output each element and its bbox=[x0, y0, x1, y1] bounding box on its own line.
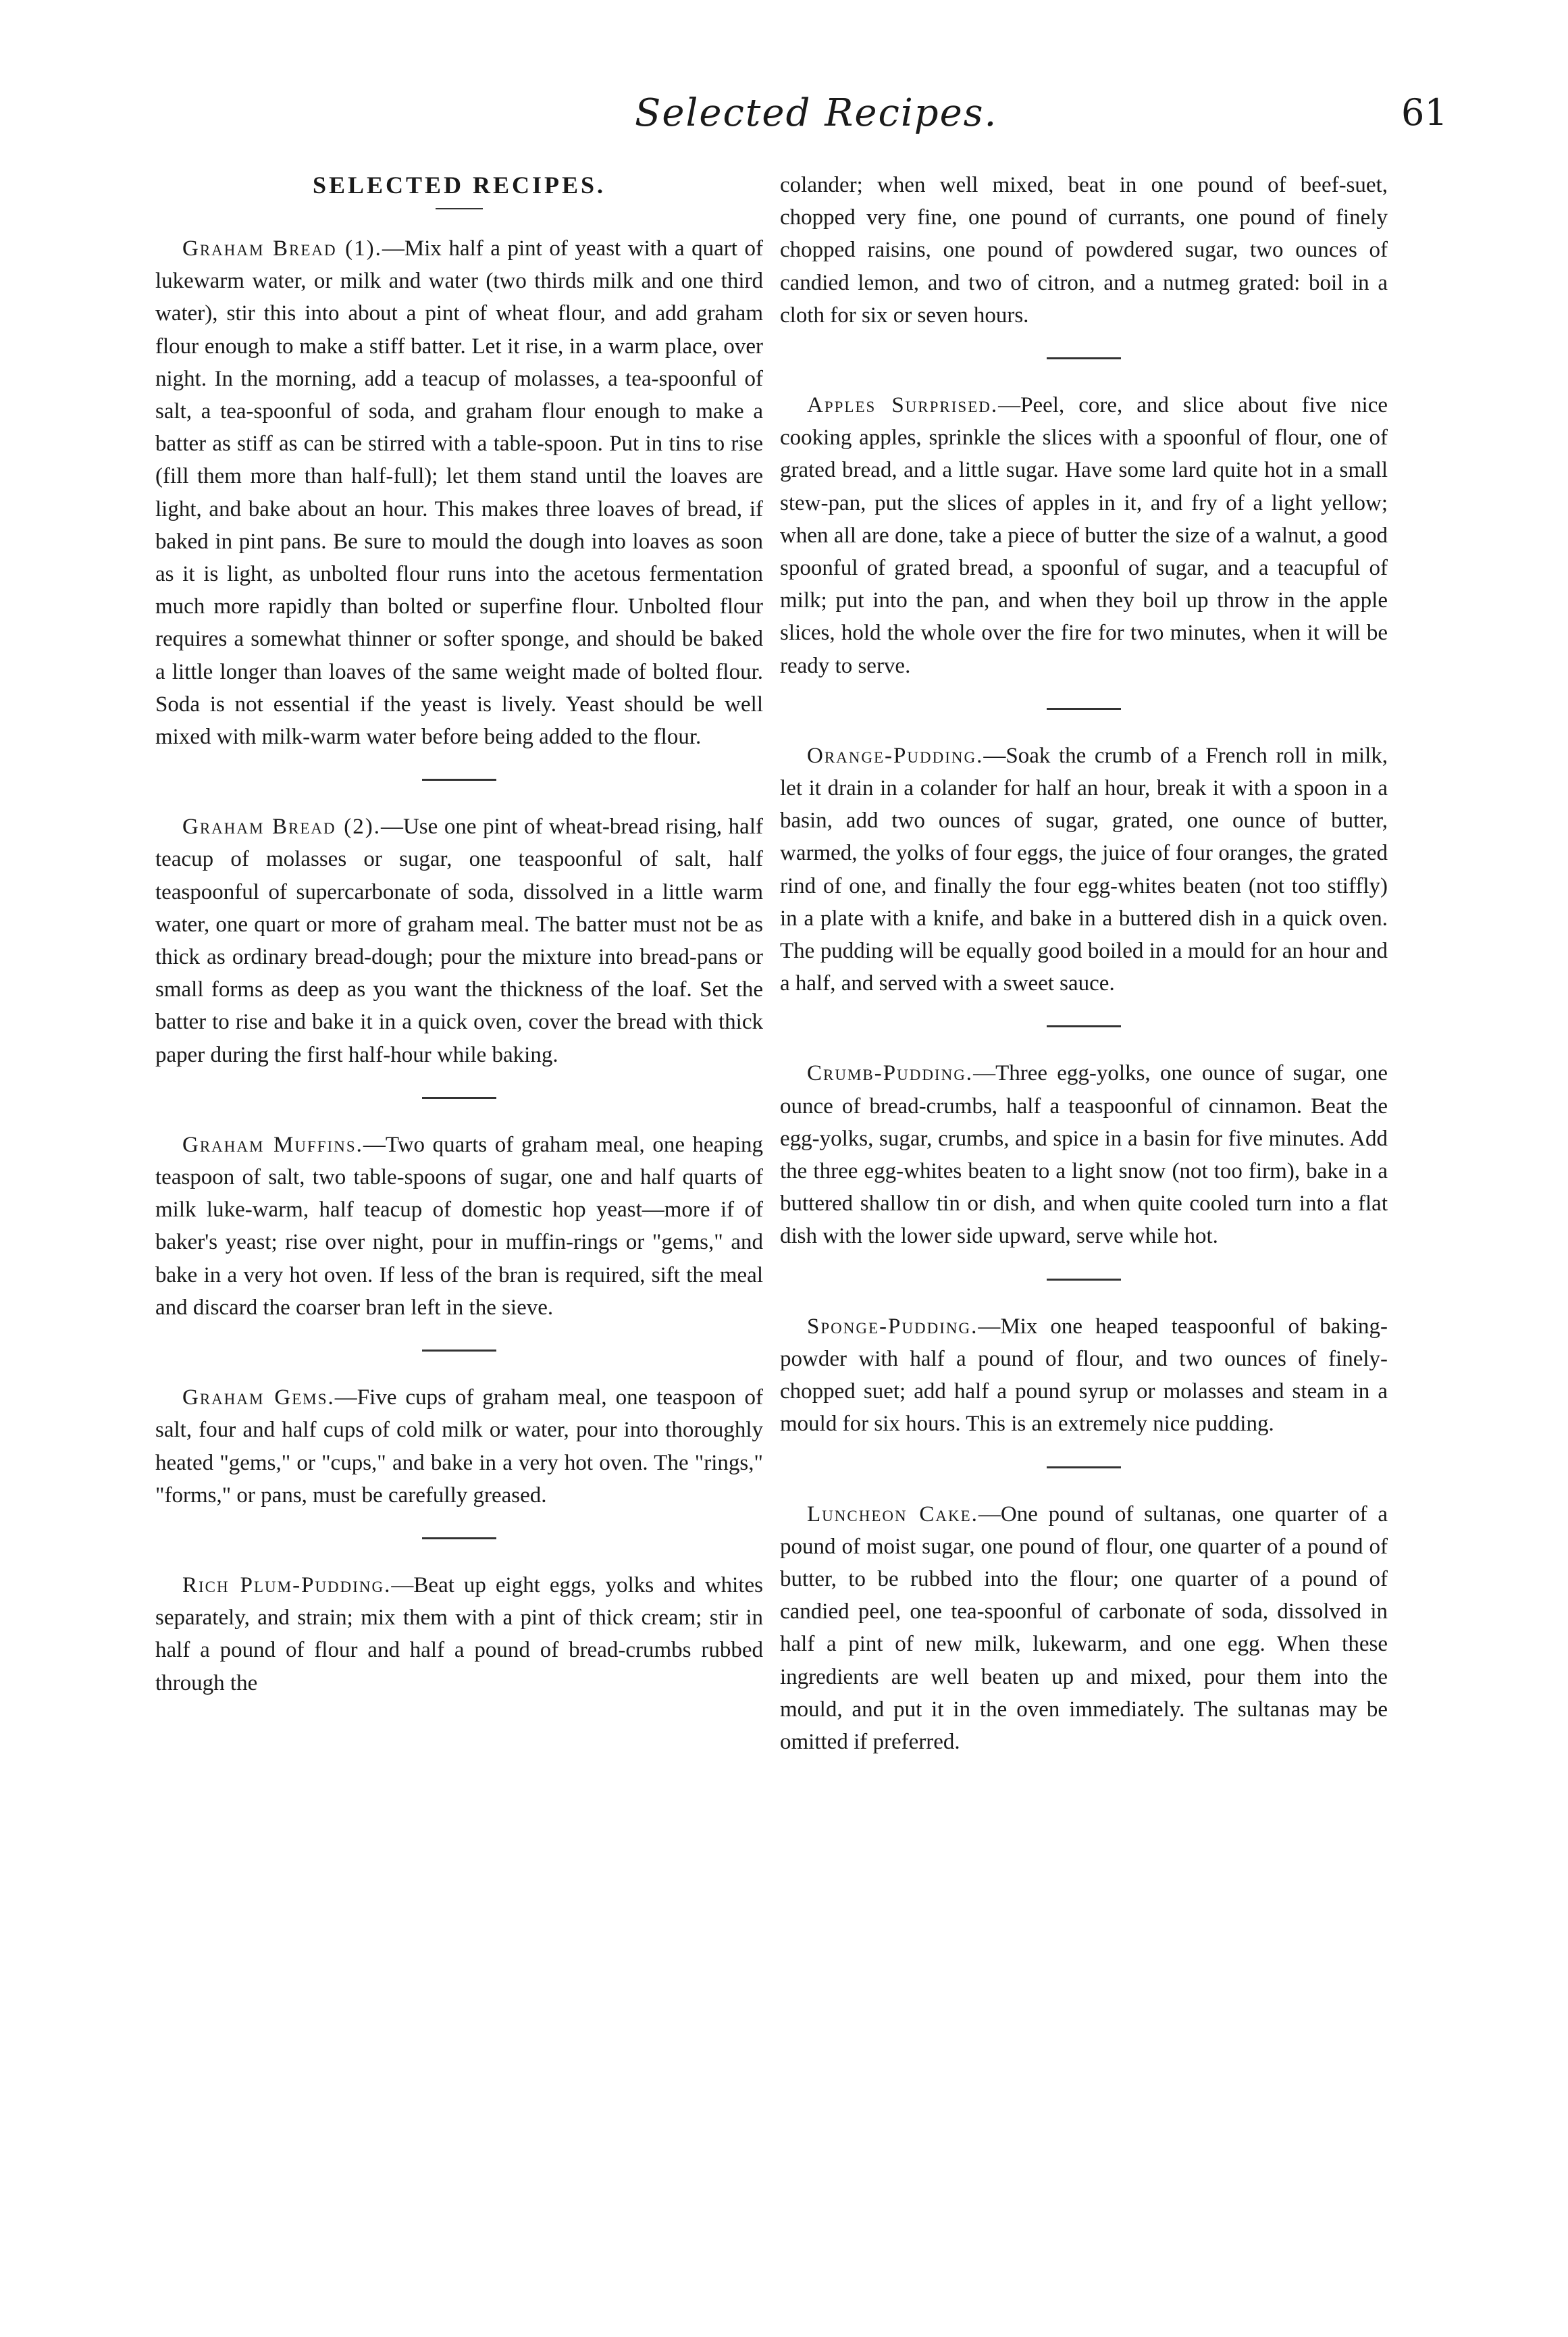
recipe-text: —Three egg-yolks, one ounce of sugar, one ounce of bread-crumbs, half a teaspoonful of cinnamon. Beat the egg-yolks, sugar, crumbs, and spice in a basin for five minutes. Add the three egg-whites beaten to a light snow (not too firm), bake in a buttered shallow tin or dish, and when quite cooled turn into a flat dish with the lower side upward, serve while hot. bbox=[780, 1061, 1388, 1249]
recipe-name: Rich Plum-Pudding. bbox=[182, 1572, 392, 1597]
divider bbox=[422, 779, 496, 781]
running-title: Selected Recipes. bbox=[635, 91, 998, 135]
recipe-paragraph bbox=[780, 1310, 1388, 1441]
recipe-paragraph bbox=[780, 389, 1388, 682]
recipe-name: Graham Bread (1). bbox=[182, 236, 382, 261]
recipe-text: —Use one pint of wheat-bread rising, half teacup of molasses or sugar, one teaspoonful of salt, half teaspoonful of supercarbonate of soda, dissolved in a little warm water, one quart or more of graham meal. The batter must not be as thick as ordinary bread-dough; pour the mixture into bread-pans or small forms as deep as you want the thickness of the loaf. Set the batter to rise and bake it in a quick oven, cover the bread with thick paper during the first half-hour while baking. bbox=[155, 815, 763, 1067]
recipe-crumb-pudding bbox=[780, 1057, 1388, 1252]
recipe-name: Orange-Pudding. bbox=[807, 743, 984, 768]
recipe-luncheon-cake bbox=[780, 1498, 1388, 1759]
recipe-name: Crumb-Pudding. bbox=[807, 1061, 974, 1086]
recipe-name: Apples Surprised. bbox=[807, 393, 999, 418]
recipe-text: —Mix half a pint of yeast with a quart of lukewarm water, or milk and water (two thirds milk and one third water), stir this into about a pint of wheat flour, and add graham flour enough to make a stiff batter. Let it rise, in a warm place, over night. In the morning, add a teacup of molasses, a tea-spoonful of salt, a tea-spoonful of soda, and graham flour enough to make a batter as stiff as can be stirred with a table-spoon. Put in tins to rise (fill them more than half-full); let them stand until the loaves are light, and bake about an hour. This makes three loaves of bread, if baked in pint pans. Be sure to mould the dough into loaves as soon as it is light, as unbolted flour runs into the acetous fermentation much more rapidly than bolted or superfine flour. Unbolted flour requires a somewhat thinner or softer sponge, and should be baked a little longer than loaves of the same weight made of bolted flour. Soda is not essential if the yeast is lively. Yeast should be well mixed with milk-warm water before being added to the flour. bbox=[155, 236, 763, 750]
recipe-paragraph bbox=[155, 1129, 763, 1324]
recipe-plum-pudding-continued bbox=[780, 169, 1388, 332]
recipe-rich-plum-pudding bbox=[155, 1569, 763, 1699]
recipe-graham-gems bbox=[155, 1381, 763, 1512]
recipe-text: colander; when well mixed, beat in one pound of beef-suet, chopped very fine, one pound of currants, one pound of finely chopped raisins, one pound of powdered sugar, two ounces of candied lemon, and two of citron, and a nutmeg grated: boil in a cloth for six or seven hours. bbox=[780, 173, 1388, 328]
recipe-name: Graham Bread (2). bbox=[182, 815, 381, 840]
divider bbox=[422, 1537, 496, 1539]
divider bbox=[1047, 357, 1121, 359]
recipe-name: Graham Gems. bbox=[182, 1385, 335, 1410]
recipe-name: Sponge-Pudding. bbox=[807, 1314, 978, 1339]
section-title: SELECTED RECIPES. bbox=[312, 172, 606, 199]
recipe-name: Luncheon Cake. bbox=[807, 1501, 978, 1526]
divider bbox=[1047, 1025, 1121, 1027]
recipe-orange-pudding bbox=[780, 740, 1388, 1000]
right-column bbox=[780, 169, 1388, 1758]
recipe-paragraph bbox=[155, 1569, 763, 1699]
recipe-graham-bread-1 bbox=[155, 232, 763, 753]
recipe-text: —Mix one heaped teaspoonful of baking-powder with half a pound of flour, and two ounces of finely-chopped suet; add half a pound syrup or molasses and steam in a mould for six hours. This is an extremely nice pudding. bbox=[780, 1314, 1388, 1437]
recipe-graham-bread-2 bbox=[155, 811, 763, 1071]
divider bbox=[1047, 1466, 1121, 1468]
recipe-graham-muffins bbox=[155, 1129, 763, 1324]
recipe-apples-surprised bbox=[780, 389, 1388, 682]
recipe-paragraph bbox=[780, 1498, 1388, 1759]
recipe-text: —Beat up eight eggs, yolks and whites separately, and strain; mix them with a pint of thick cream; stir in half a pound of flour and half a pound of bread-crumbs rubbed through the bbox=[155, 1572, 763, 1695]
recipe-text: —Two quarts of graham meal, one heaping teaspoon of salt, two table-spoons of sugar, one and half quarts of milk luke-warm, half teacup of domestic hop yeast—more if of baker's yeast; rise over night, pour in muffin-rings or "gems," and bake in a very hot oven. If less of the bran is required, sift the meal and discard the coarser bran left in the sieve. bbox=[155, 1132, 763, 1320]
recipe-text: —Five cups of graham meal, one teaspoon of salt, four and half cups of cold milk or water, pour into thoroughly heated "gems," or "cups," and bake in a very hot oven. The "rings," "forms," or pans, must be carefully greased. bbox=[155, 1385, 763, 1508]
divider bbox=[422, 1097, 496, 1099]
divider bbox=[1047, 1279, 1121, 1281]
recipe-text: —Soak the crumb of a French roll in milk, let it drain in a colander for half an hour, break it with a spoon in a basin, add two ounces of sugar, grated, one ounce of butter, warmed, the yolks of four eggs, the juice of four oranges, the grated rind of one, and finally the four egg-whites beaten (not too stiffly) in a plate with a knife, and bake in a buttered dish in a quick oven. The pudding will be equally good boiled in a mould for an hour and a half, and served with a sweet sauce. bbox=[780, 743, 1388, 996]
page-header bbox=[0, 91, 1568, 145]
recipe-paragraph bbox=[155, 811, 763, 1071]
divider bbox=[1047, 708, 1121, 710]
recipe-name: Graham Muffins. bbox=[182, 1132, 363, 1157]
left-column bbox=[155, 169, 763, 1699]
recipe-paragraph bbox=[155, 232, 763, 753]
recipe-paragraph bbox=[780, 740, 1388, 1000]
recipe-paragraph bbox=[780, 169, 1388, 332]
title-rule bbox=[436, 208, 483, 209]
recipe-paragraph bbox=[780, 1057, 1388, 1252]
recipe-text: —One pound of sultanas, one quarter of a pound of moist sugar, one pound of flour, one quarter of a pound of butter, to be rubbed into the flour; one quarter of a pound of candied peel, one tea-spoonful of carbonate of soda, dissolved in half a pint of new milk, lukewarm, and one egg. When these ingredients are well beaten up and mixed, pour them into the mould, and put it in the oven immediately. The sultanas may be omitted if preferred. bbox=[780, 1501, 1388, 1754]
recipe-sponge-pudding bbox=[780, 1310, 1388, 1441]
recipe-text: —Peel, core, and slice about five nice cooking apples, sprinkle the slices with a spoonful of flour, one of grated bread, and a little sugar. Have some lard quite hot in a small stew-pan, put the slices of apples in it, and fry of a light yellow; when all are done, take a piece of butter the size of a walnut, a good spoonful of grated bread, a spoonful of sugar, and a teacupful of milk; put into the pan, and when they boil up throw in the apple slices, hold the whole over the fire for two minutes, when it will be ready to serve. bbox=[780, 393, 1388, 678]
divider bbox=[422, 1350, 496, 1352]
recipe-paragraph bbox=[155, 1381, 763, 1512]
page-number: 61 bbox=[1401, 91, 1448, 134]
